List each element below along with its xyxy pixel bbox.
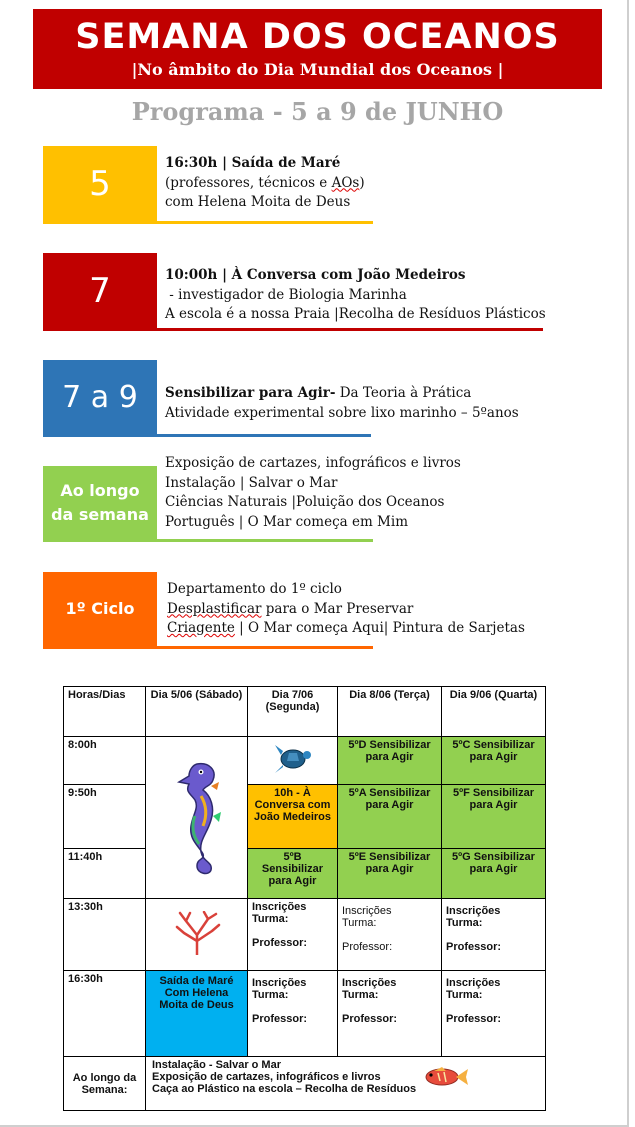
slot-8-0950: 5ºA Sensibilizar para Agir — [338, 785, 442, 849]
title-banner — [33, 9, 602, 89]
inscricoes-cell — [442, 899, 546, 971]
header-cell: Dia 8/06 (Terça) — [338, 687, 442, 737]
inscricoes-label: Inscrições — [252, 977, 307, 989]
inscricoes-cell — [338, 899, 442, 971]
slot-7-0950: 10h - À Conversa com João Medeiros — [248, 785, 338, 849]
turma-label: Turma: — [252, 989, 289, 1001]
event-7-text — [165, 266, 546, 325]
table-row — [64, 899, 546, 971]
time-cell: 11:40h — [64, 849, 146, 899]
inscricoes-label: Inscrições — [342, 977, 397, 989]
underline-semana — [43, 539, 373, 542]
inscricoes-cell — [248, 899, 338, 971]
slot-7-1140: 5ºB Sensibilizar para Agir — [248, 849, 338, 899]
coral-cell — [146, 899, 248, 971]
time-cell: Ao longo da Semana: — [64, 1057, 146, 1111]
time-cell: 16:30h — [64, 971, 146, 1057]
turma-label: Turma: — [446, 989, 483, 1001]
underline-5 — [43, 221, 373, 224]
turma-label: Turma: — [342, 989, 379, 1001]
semana-cell — [146, 1057, 546, 1111]
event-line: 16:30h | Saída de Maré — [165, 155, 341, 171]
event-semana-text — [165, 454, 461, 532]
event-line: Ciências Naturais |Poluição dos Oceanos — [165, 494, 445, 510]
header-cell: Dia 7/06 (Segunda) — [248, 687, 338, 737]
schedule-table — [63, 686, 546, 1111]
inscricoes-cell — [442, 971, 546, 1057]
header-cell: Dia 5/06 (Sábado) — [146, 687, 248, 737]
event-line: Criagente | O Mar começa Aqui| Pintura de Sarjetas — [167, 620, 525, 636]
event-line-bold: Sensibilizar para Agir- — [165, 385, 336, 401]
event-5-text — [165, 154, 365, 213]
turma-label: Turma: — [446, 917, 483, 929]
page-subtitle: |No âmbito do Dia Mundial dos Oceanos | — [131, 60, 504, 79]
seahorse-cell — [146, 737, 248, 899]
day-badge-semana: Ao longo da semana — [43, 466, 157, 539]
table-row — [64, 785, 546, 849]
day-badge-1-ciclo: 1º Ciclo — [43, 572, 157, 646]
slot-5-1630: Saída de Maré Com Helena Moita de Deus — [146, 971, 248, 1057]
event-1-ciclo-text — [167, 580, 525, 639]
turma-label: Turma: — [342, 917, 377, 929]
slot-8-1140: 5ºE Sensibilizar para Agir — [338, 849, 442, 899]
table-row — [64, 1057, 546, 1111]
event-line: com Helena Moita de Deus — [165, 194, 351, 210]
inscricoes-cell — [248, 971, 338, 1057]
table-row — [64, 971, 546, 1057]
turtle-cell — [248, 737, 338, 785]
day-badge-7: 7 — [43, 253, 157, 328]
programa-heading: Programa - 5 a 9 de JUNHO — [131, 97, 504, 126]
event-line: (professores, técnicos e AOs) — [165, 174, 365, 191]
event-line: Instalação | Salvar o Mar — [165, 474, 338, 491]
inscricoes-label: Inscrições — [446, 977, 501, 989]
inscricoes-label: Inscrições — [446, 905, 501, 917]
underline-7-a-9 — [43, 434, 371, 437]
inscricoes-cell — [338, 971, 442, 1057]
fish-icon — [420, 1065, 470, 1089]
event-line: Português | O Mar começa em Mim — [165, 513, 408, 530]
turma-label: Turma: — [252, 913, 289, 925]
day-badge-7-a-9: 7 a 9 — [43, 360, 157, 434]
professor-label: Professor: — [446, 941, 502, 953]
semana-line: Exposição de cartazes, infográficos e livros — [152, 1071, 381, 1083]
inscricoes-label: Inscrições — [342, 905, 392, 917]
event-line: A escola é a nossa Praia |Recolha de Resíduos Plásticos — [165, 306, 546, 322]
header-cell: Horas/Dias — [64, 687, 146, 737]
table-row — [64, 737, 546, 785]
event-line-rest: Da Teoria à Prática — [335, 385, 472, 401]
turtle-icon — [271, 739, 315, 779]
table-row — [64, 849, 546, 899]
coral-icon — [172, 911, 222, 955]
professor-label: Professor: — [342, 941, 393, 953]
event-line: Atividade experimental sobre lixo marinho – 5ºanos — [165, 404, 519, 421]
semana-line: Caça ao Plástico na escola – Recolha de Resíduos — [152, 1083, 417, 1095]
slot-8-0800: 5ºD Sensibilizar para Agir — [338, 737, 442, 785]
time-cell: 9:50h — [64, 785, 146, 849]
event-line: Exposição de cartazes, infográficos e livros — [165, 455, 461, 471]
header-cell: Dia 9/06 (Quarta) — [442, 687, 546, 737]
time-cell: 8:00h — [64, 737, 146, 785]
event-line: Desplastificar para o Mar Preservar — [167, 600, 414, 617]
day-badge-5: 5 — [43, 146, 157, 221]
time-cell: 13:30h — [64, 899, 146, 971]
page-title: SEMANA DOS OCEANOS — [75, 17, 560, 57]
slot-9-0950: 5ºF Sensibilizar para Agir — [442, 785, 546, 849]
event-line: 10:00h | À Conversa com João Medeiros — [165, 267, 466, 283]
professor-label: Professor: — [252, 1013, 308, 1025]
professor-label: Professor: — [342, 1013, 398, 1025]
underline-1-ciclo — [43, 646, 373, 649]
slot-9-1140: 5ºG Sensibilizar para Agir — [442, 849, 546, 899]
semana-line: Instalação - Salvar o Mar — [152, 1059, 281, 1071]
professor-label: Professor: — [252, 937, 308, 949]
event-line: Departamento do 1º ciclo — [167, 581, 342, 597]
table-header-row — [64, 687, 546, 737]
professor-label: Professor: — [446, 1013, 502, 1025]
inscricoes-label: Inscrições — [252, 901, 307, 913]
event-7-a-9-text — [165, 384, 519, 423]
underline-7 — [43, 328, 543, 331]
event-line: - investigador de Biologia Marinha — [165, 286, 407, 303]
seahorse-icon — [167, 756, 227, 876]
slot-9-0800: 5ºC Sensibilizar para Agir — [442, 737, 546, 785]
